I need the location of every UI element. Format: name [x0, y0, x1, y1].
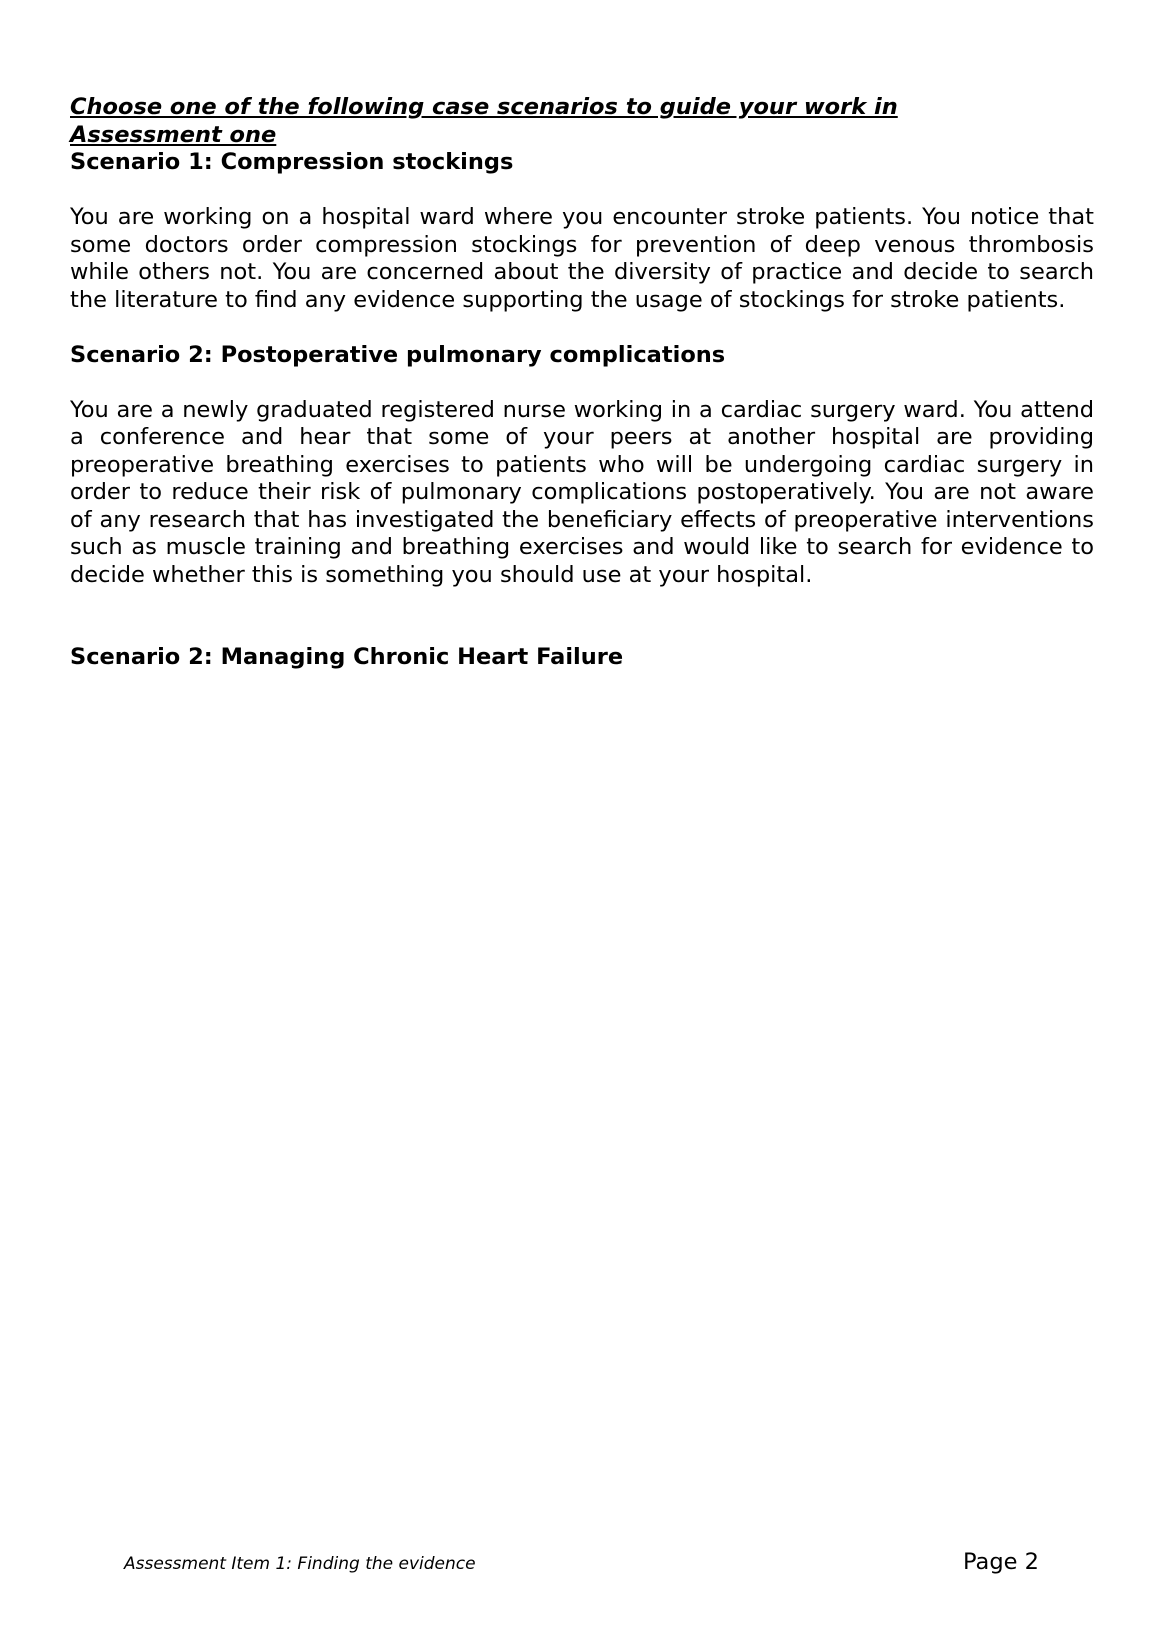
scenario-2-body: You are a newly graduated registered nurse working in a cardiac surgery ward. You attend a conference and hear that some of your peers at another hospital are providing preoperative breathing exercises to patients who will be undergoing cardiac surgery in order to reduce their risk of pulmonary complications postoperatively. You are not aware of any research that has investigated the beneficiary effects of preoperative interventions such as muscle training and breathing exercises and would like to search for evidence to decide whether this is something you should use at your hospital. — [70, 396, 1094, 588]
spacer — [70, 177, 1094, 205]
spacer — [70, 314, 1094, 342]
spacer — [70, 369, 1094, 397]
scenario-3-heading: Scenario 2: Managing Chronic Heart Failure — [70, 644, 624, 670]
footer-page-number: Page 2 — [963, 1549, 1039, 1575]
scenario-1-body: You are working on a hospital ward where you encounter stroke patients. You notice that some doctors order compression stockings for prevention of deep venous thrombosis while others not. You are concerned about the diversity of practice and decide to search the literature to find any evidence supporting the usage of stockings for stroke patients. — [70, 204, 1094, 313]
intro-title: Choose one of the following case scenarios to guide your work in Assessment one — [70, 94, 898, 148]
footer-assessment-label: Assessment Item 1: Finding the evidence — [124, 1554, 476, 1574]
document-content — [70, 94, 1094, 672]
spacer — [70, 589, 1094, 644]
scenario-2-heading: Scenario 2: Postoperative pulmonary complications — [70, 341, 726, 368]
scenario-1-heading: Scenario 1: Compression stockings — [70, 149, 514, 175]
